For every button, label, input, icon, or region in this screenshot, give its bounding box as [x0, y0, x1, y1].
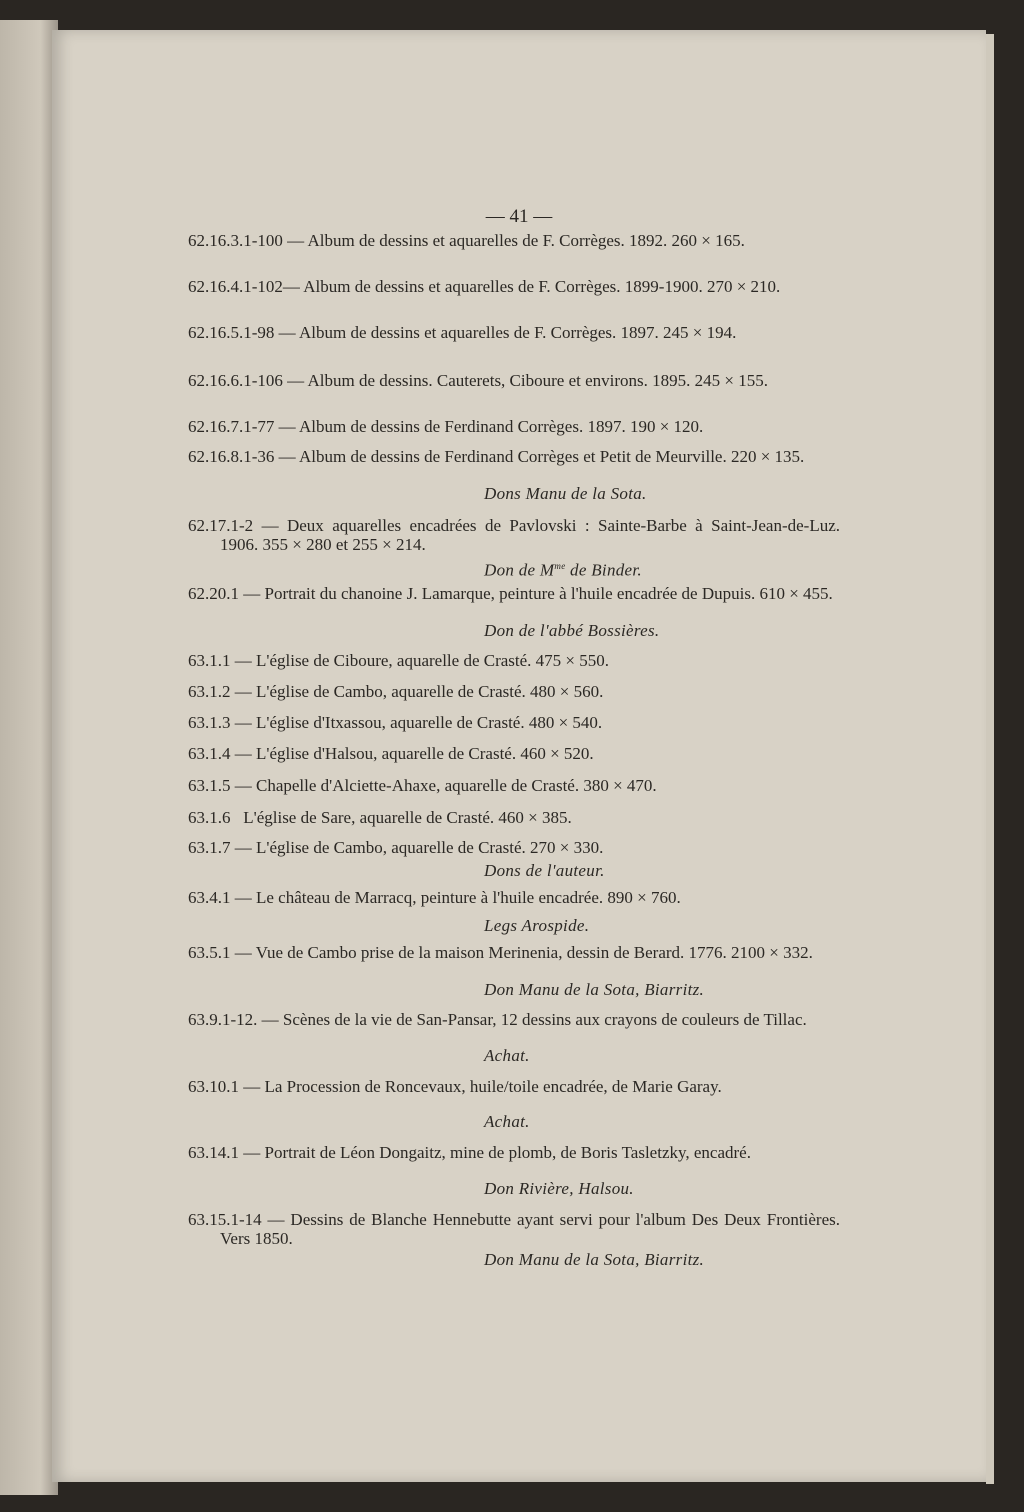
donor-note: Dons Manu de la Sota. — [484, 484, 647, 503]
catalog-entry: 62.16.5.1-98 — Album de dessins et aquarelles de F. Corrèges. 1897. 245 × 194. — [188, 323, 737, 342]
catalog-entry: 63.4.1 — Le château de Marracq, peinture à l'huile encadrée. 890 × 760. — [188, 888, 681, 907]
left-page-edge — [0, 20, 58, 1495]
catalog-entry: 62.17.1-2 — Deux aquarelles encadrées de Pavlovski : Sainte-Barbe à Saint-Jean-de-Luz. 1906. 355 × 280 et 255 × 214. — [188, 516, 840, 554]
catalog-entry: 63.1.7 — L'église de Cambo, aquarelle de Crasté. 270 × 330. — [188, 838, 604, 857]
donor-note: Don Manu de la Sota, Biarritz. — [484, 1250, 705, 1269]
donor-note: Don Manu de la Sota, Biarritz. — [484, 980, 705, 999]
catalog-entry: 62.16.6.1-106 — Album de dessins. Cauterets, Ciboure et environs. 1895. 245 × 155. — [188, 371, 768, 390]
catalog-entry: 62.16.4.1-102— Album de dessins et aquarelles de F. Corrèges. 1899-1900. 270 × 210. — [188, 277, 781, 296]
donor-note: Achat. — [484, 1112, 530, 1131]
right-page-edge — [986, 34, 994, 1484]
donor-note — [484, 557, 642, 580]
catalog-entry: 63.1.2 — L'église de Cambo, aquarelle de Crasté. 480 × 560. — [188, 682, 604, 701]
donor-note: Legs Arospide. — [484, 916, 590, 935]
catalog-entry: 63.15.1-14 — Dessins de Blanche Hennebutte ayant servi pour l'album Des Deux Frontières. Vers 1850. — [188, 1210, 840, 1248]
catalog-entry: 63.1.5 — Chapelle d'Alciette-Ahaxe, aquarelle de Crasté. 380 × 470. — [188, 776, 657, 795]
catalog-entry: 63.1.1 — L'église de Ciboure, aquarelle de Crasté. 475 × 550. — [188, 651, 610, 670]
donor-superscript: me — [554, 561, 566, 571]
catalog-entry: 63.1.6 L'église de Sare, aquarelle de Crasté. 460 × 385. — [188, 808, 572, 827]
catalog-entry: 63.5.1 — Vue de Cambo prise de la maison Merinenia, dessin de Berard. 1776. 2100 × 332. — [188, 943, 813, 962]
catalog-entry: 63.1.3 — L'église d'Itxassou, aquarelle de Crasté. 480 × 540. — [188, 713, 603, 732]
catalog-entry: 62.16.7.1-77 — Album de dessins de Ferdinand Corrèges. 1897. 190 × 120. — [188, 417, 704, 436]
catalog-entry: 62.20.1 — Portrait du chanoine J. Lamarque, peinture à l'huile encadrée de Dupuis. 610 × 455. — [188, 584, 833, 603]
catalog-entry: 62.16.8.1-36 — Album de dessins de Ferdinand Corrèges et Petit de Meurville. 220 × 135. — [188, 447, 805, 466]
donor-text: Don de M — [484, 560, 555, 580]
catalog-entry: 62.16.3.1-100 — Album de dessins et aquarelles de F. Corrèges. 1892. 260 × 165. — [188, 231, 745, 250]
donor-text: de Binder. — [565, 560, 642, 580]
page-number: — 41 — — [485, 206, 553, 227]
catalog-entry: 63.9.1-12. — Scènes de la vie de San-Pansar, 12 dessins aux crayons de couleurs de Tillac. — [188, 1010, 807, 1029]
catalog-entry: 63.10.1 — La Procession de Roncevaux, huile/toile encadrée, de Marie Garay. — [188, 1077, 722, 1096]
donor-note: Don de l'abbé Bossières. — [484, 621, 660, 640]
document-page — [52, 30, 986, 1482]
donor-note: Achat. — [484, 1046, 530, 1065]
donor-note: Don Rivière, Halsou. — [484, 1179, 634, 1198]
donor-note: Dons de l'auteur. — [484, 861, 605, 880]
catalog-entry: 63.14.1 — Portrait de Léon Dongaitz, mine de plomb, de Boris Tasletzky, encadré. — [188, 1143, 751, 1162]
catalog-entry: 63.1.4 — L'église d'Halsou, aquarelle de Crasté. 460 × 520. — [188, 744, 594, 763]
